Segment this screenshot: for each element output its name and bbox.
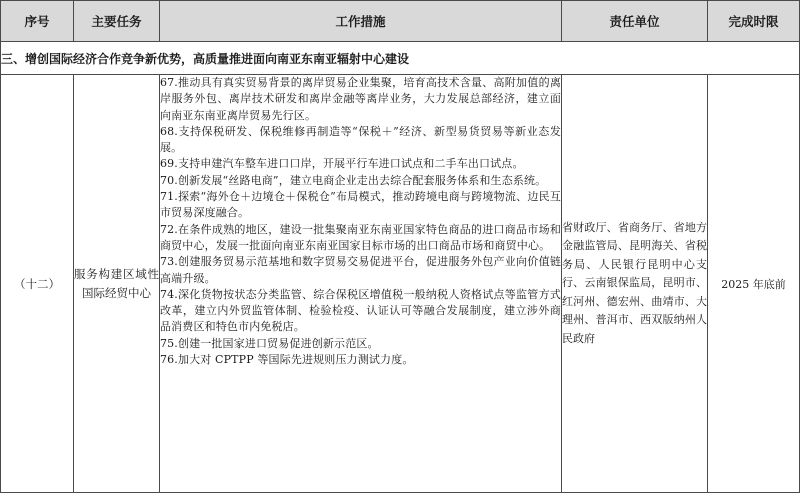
header-seq: 序号 [1,1,74,42]
header-deadline: 完成时限 [708,1,800,42]
measure-item: 72.在条件成熟的地区，建设一批集聚南亚东南亚国家特色商品的进口商品市场和商贸中心，发展一批面向南亚东南亚国家目标市场的出口商品市场和商贸中心。 [160,222,561,252]
measure-item: 67.推动具有真实贸易背景的离岸贸易企业集聚，培育高技术含量、高附加值的离岸服务外包、离岸技术研发和离岸金融等离岸业务，大力发展总部经济，建立面向南亚东南亚离岸贸易先行区。 [160,76,561,122]
measure-item: 73.创建服务贸易示范基地和数字贸易交易促进平台，促进服务外包产业向价值链高端升级。 [160,255,561,285]
measure-item: 69.支持申建汽车整车进口口岸，开展平行车进口试点和二手车出口试点。 [160,157,524,171]
header-row [1,1,800,42]
row-measures [160,75,562,493]
section-title: 三、增创国际经济合作竞争新优势，高质量推进面向南亚东南亚辐射中心建设 [1,42,800,75]
row-task: 服务构建区域性国际经贸中心 [74,75,160,493]
section-row [1,42,800,75]
header-units: 责任单位 [562,1,708,42]
measure-item: 70.创新发展“丝路电商”，建立电商企业走出去综合配套服务体系和生态系统。 [160,173,547,187]
row-deadline: 2025 年底前 [708,75,800,493]
table-row [1,75,800,493]
measure-item: 75.创建一批国家进口贸易促进创新示范区。 [160,336,379,350]
measure-item: 71.探索“海外仓＋边境仓＋保税仓”布局模式，推动跨境电商与跨境物流、边民互市贸易深度融合。 [160,190,561,220]
measure-item: 74.深化货物按状态分类监管、综合保税区增值税一般纳税人资格试点等监管方式改革，建立内外贸监管体制、检验检疫、认证认可等融合发展制度，建立涉外商品消费区和特色市内免税店。 [160,287,561,334]
row-units: 省财政厅、省商务厅、省地方金融监管局、昆明海关、省税务局、人民银行昆明中心支行、云南银保监局，昆明市、红河州、德宏州、曲靖市、大理州、普洱市、西双版纳州人民政府 [562,75,708,493]
header-task: 主要任务 [74,1,160,42]
header-measures: 工作措施 [160,1,562,42]
measure-item: 76.加大对 CPTPP 等国际先进规则压力测试力度。 [160,353,414,367]
measure-item: 68.支持保税研发、保税维修再制造等“保税＋”经济、新型易货贸易等新业态发展。 [160,124,561,155]
row-seq: （十二） [1,75,74,493]
